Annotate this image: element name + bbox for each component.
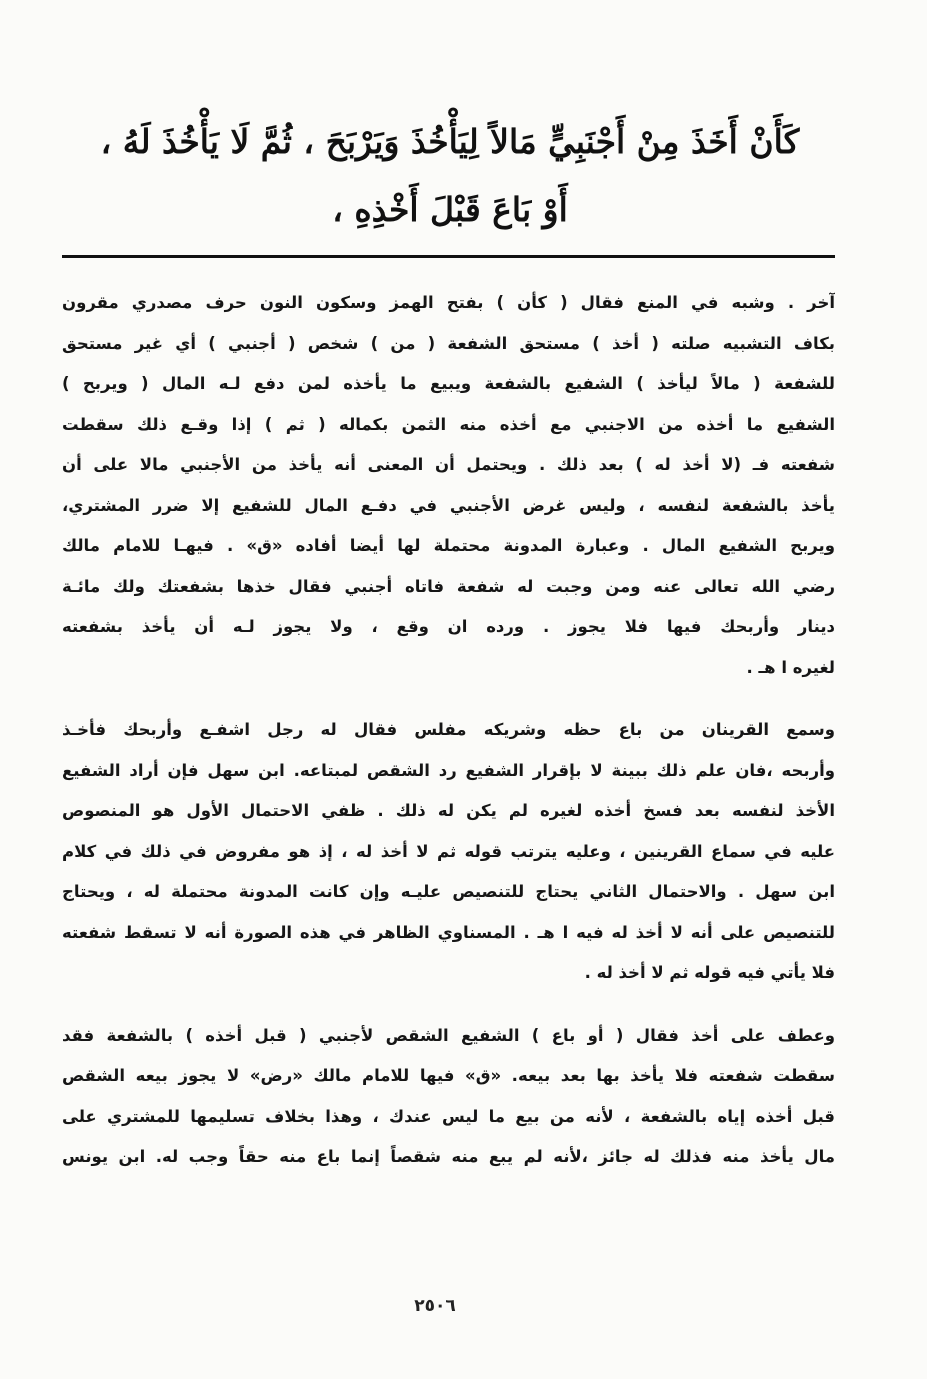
page-number: ٢٥٠٦ <box>414 1296 456 1316</box>
text-line: ابن سهل . والاحتمال الثاني يحتاج للتنصيص عليـه وإن كانت المدونة محتملة له ، ويحتاج <box>62 882 835 901</box>
text-line: وأربحه ،فان علم ذلك ببينة لا بإقرار الشفيع رد الشقص لمبتاعه. ابن سهل فإن أراد الشفيع <box>62 760 835 780</box>
text-line: مال يأخذ منه فذلك له جائز ،لأنه لم يبع منه شقصاً إنما باع منه حقاً وجب له. ابن يونس <box>62 1147 835 1166</box>
text-line: ويربح الشفيع المال . وعبارة المدونة محتملة لها أيضا أفاده «ق» . فيهـا للامام مالك <box>62 536 835 555</box>
section-divider <box>62 255 835 258</box>
text-line: عليه في سماع القرينين ، وعليه يترتب قوله ثم لا أخذ له ، إذ هو مفروض في ذلك في كلام <box>62 841 835 861</box>
commentary-body <box>62 283 835 1178</box>
text-line: الشفيع ما أخذه من الاجنبي مع أخذه منه الثمن بكماله ( ثم ) إذا وقـع ذلك سقطت <box>62 414 835 434</box>
matn-line-1: كَأَنْ أَخَذَ مِنْ أَجْنَبِيٍّ مَالاً لِيَأْخُذَ وَيَرْبَحَ ، ثُمَّ لَا يَأْخُذَ لَهُ ، <box>100 122 800 161</box>
text-line: للتنصيص على أنه لا أخذ له فيه ا هـ . المسناوي الظاهر في هذه الصورة أنه لا تسقط شفعته <box>62 922 835 942</box>
text-line: شفعته فـ (لا أخذ له ) بعد ذلك . ويحتمل أن المعنى أنه يأخذ من الأجنبي مالا على أن <box>62 455 835 474</box>
text-line: الأخذ لنفسه بعد فسخ أخذه لغيره لم يكن له ذلك . ظفي الاحتمال الأول هو المنصوص <box>62 801 835 820</box>
text-line: دينار وأربحك فيها فلا يجوز . ورده ان وقع ، ولا يجوز لـه أن يأخذ بشفعته <box>62 617 835 636</box>
text-line: للشفعة ( مالاً ليأخذ ) الشفيع بالشفعة ويبيع ما يأخذه لمن دفع لـه المال ( ويربح ) <box>62 374 835 393</box>
commentary-paragraph-2 <box>62 710 835 994</box>
text-line: آخر . وشبه في المنع فقال ( كأن ) بفتح الهمز وسكون النون حرف مصدري مقرون <box>62 293 835 312</box>
commentary-paragraph-3 <box>62 1016 835 1178</box>
text-line: سقطت شفعته فلا يأخذ بها بعد بيعه. «ق» فيها للامام مالك «رض» لا يجوز بيعه الشقص <box>62 1066 835 1085</box>
text-line: فلا يأتي فيه قوله ثم لا أخذ له . <box>584 963 835 982</box>
text-line: وسمع القرينان من باع حظه وشريكه مفلس فقال له رجل اشفـع وأربحك فأخـذ <box>62 720 835 739</box>
text-line: وعطف على أخذ فقال ( أو باع ) الشفيع الشقص لأجنبي ( قبل أخذه ) بالشفعة فقد <box>62 1025 835 1045</box>
text-line: بكاف التشبيه صلته ( أخذ ) مستحق الشفعة ( من ) شخص ( أجنبي ) أي غير مستحق <box>62 333 835 353</box>
commentary-paragraph-1 <box>62 283 835 688</box>
text-line: قبل أخذه إياه بالشفعة ، لأنه من بيع ما ليس عندك ، وهذا بخلاف تسليمها للمشتري على <box>62 1106 835 1126</box>
text-line: يأخذ بالشفعة لنفسه ، وليس غرض الأجنبي في دفـع المال للشفيع إلا ضرر المشتري، <box>62 495 835 515</box>
text-line: لغيره ا هـ . <box>746 657 835 677</box>
text-line: رضي الله تعالى عنه ومن وجبت له شفعة فاتاه أجنبي فقال خذها بشفعتك ولك مائـة <box>62 576 835 596</box>
matn-line-2: أَوْ بَاعَ قَبْلَ أَخْذِهِ ، <box>332 190 568 229</box>
